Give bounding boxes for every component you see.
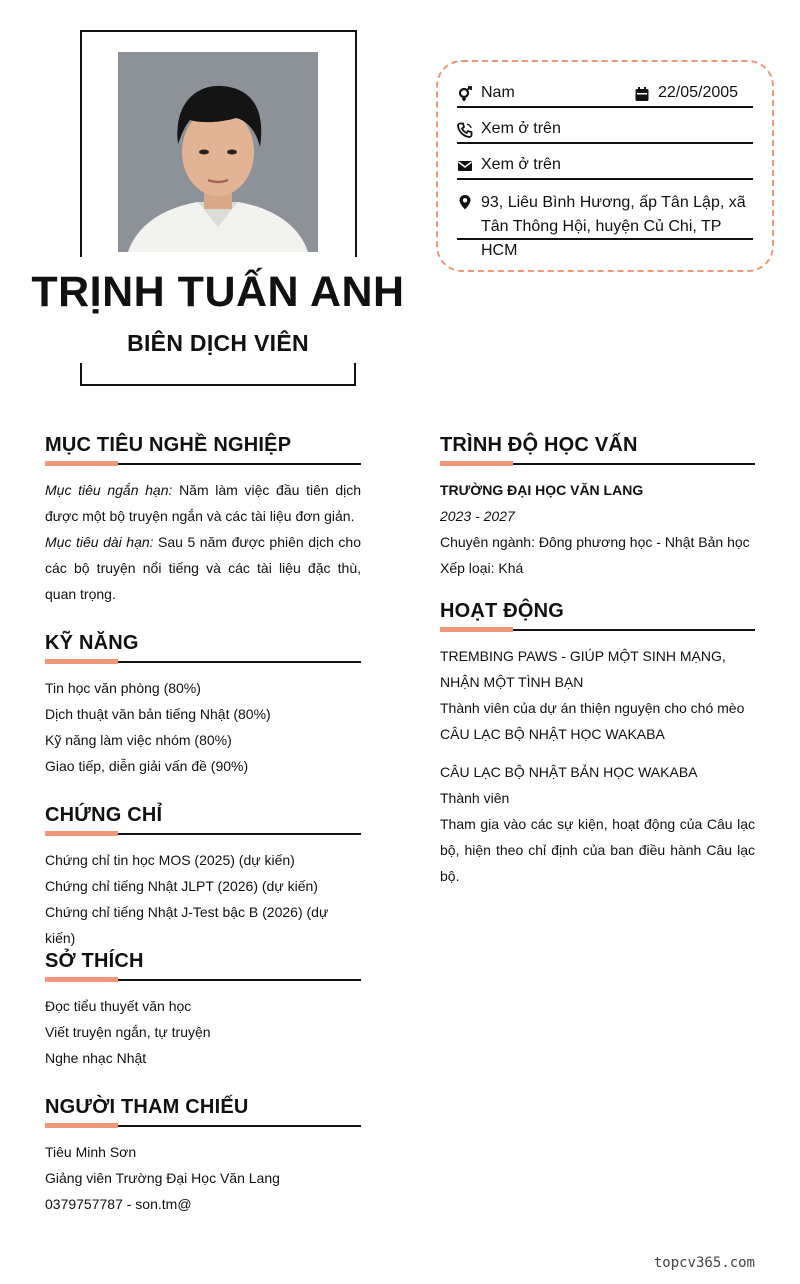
dob-value: 22/05/2005 (658, 84, 739, 101)
certificates-list (45, 847, 361, 951)
section-rule (45, 659, 361, 663)
education-period: 2023 - 2027 (440, 508, 515, 524)
section-rule (440, 461, 755, 465)
list-item: Viết truyện ngắn, tự truyện (45, 1024, 211, 1040)
section-title: SỞ THÍCH (45, 950, 144, 972)
reference-name: Tiêu Minh Sơn (45, 1144, 137, 1160)
profile-photo (118, 52, 318, 252)
list-item: Giao tiếp, diễn giải vấn đề (90%) (45, 758, 249, 774)
section-references (45, 1092, 361, 1217)
list-item: Đọc tiểu thuyết văn học (45, 998, 192, 1014)
list-item: Chứng chỉ tiếng Nhật J-Test bậc B (2026) (dự kiến) (45, 904, 329, 946)
objective-long-term (45, 529, 361, 607)
objective-short-term (45, 477, 361, 529)
job-title: BIÊN DỊCH VIÊN (127, 330, 309, 356)
section-rule (45, 1123, 361, 1127)
objective-long-text: Sau 5 năm được phiên dịch cho các bộ truyện nổi tiếng và các tài liệu đặc thù, quan trọng. (45, 534, 361, 602)
activity-role: Thành viên (440, 790, 510, 806)
reference-contact: 0379757787 - son.tm@ (45, 1196, 192, 1212)
section-skills (45, 628, 361, 779)
hobbies-list (45, 993, 361, 1071)
section-rule (440, 627, 755, 631)
gender-value: Nam (481, 84, 515, 101)
section-title: NGƯỜI THAM CHIẾU (45, 1096, 249, 1118)
education-body (440, 477, 755, 581)
location-icon (457, 194, 473, 210)
watermark: topcv365.com (653, 1255, 755, 1271)
email-value: Xem ở trên (481, 156, 561, 173)
address-value: 93, Liêu Bình Hương, ấp Tân Lập, xã Tân Thông Hội, huyện Củ Chi, TP HCM (481, 194, 746, 259)
calendar-icon (634, 86, 650, 102)
school-name: TRƯỜNG ĐẠI HỌC VĂN LANG (440, 482, 644, 498)
reference-position: Giảng viên Trường Đại Học Văn Lang (45, 1170, 280, 1186)
gender-icon (457, 86, 473, 102)
section-activities (440, 596, 755, 889)
list-item: Kỹ năng làm việc nhóm (80%) (45, 732, 232, 748)
activity-gap (440, 747, 755, 759)
contact-row-gender-dob (457, 80, 753, 108)
list-item: Chứng chỉ tiếng Nhật JLPT (2026) (dự kiến) (45, 878, 318, 894)
list-item: Tin học văn phòng (80%) (45, 680, 201, 696)
section-title: TRÌNH ĐỘ HỌC VẤN (440, 434, 638, 456)
activity-detail: Tham gia vào các sự kiện, hoạt động của Câu lạc bộ, hiện theo chỉ định của ban điều hành Câu lạc bộ. (440, 816, 755, 884)
list-item: Chứng chỉ tin học MOS (2025) (dự kiến) (45, 852, 295, 868)
phone-icon (457, 122, 473, 138)
section-objective (45, 430, 361, 607)
contact-row-email (457, 152, 753, 180)
objective-body (45, 477, 361, 607)
references-body (45, 1139, 361, 1217)
section-title: KỸ NĂNG (45, 632, 139, 654)
section-rule (45, 461, 361, 465)
objective-long-label: Mục tiêu dài hạn: (45, 534, 154, 550)
objective-short-text: Năm làm việc đầu tiên dịch được một bộ truyện ngắn và các tài liệu đơn giản. (45, 482, 361, 524)
education-major: Chuyên ngành: Đông phương học - Nhật Bản học (440, 534, 750, 550)
activity-role: Thành viên của dự án thiện nguyện cho chó mèo (440, 700, 745, 716)
photo-frame-bottom (80, 363, 356, 386)
contact-row-address (457, 188, 753, 259)
activities-body (440, 643, 755, 889)
email-icon (457, 158, 473, 174)
list-item: Dịch thuật văn bản tiếng Nhật (80%) (45, 706, 271, 722)
section-certificates (45, 800, 361, 951)
activity-detail: CÂU LẠC BỘ NHẬT HỌC WAKABA (440, 726, 665, 742)
activity-item (440, 643, 755, 747)
section-education (440, 430, 755, 581)
section-title: CHỨNG CHỈ (45, 804, 163, 826)
candidate-name: TRỊNH TUẤN ANH (31, 268, 405, 316)
section-title: HOẠT ĐỘNG (440, 600, 565, 622)
list-item: Nghe nhạc Nhật (45, 1050, 147, 1066)
objective-short-label: Mục tiêu ngắn hạn: (45, 482, 173, 498)
section-rule (45, 977, 361, 981)
section-hobbies (45, 946, 361, 1071)
section-rule (45, 831, 361, 835)
education-rank: Xếp loại: Khá (440, 560, 524, 576)
activity-item (440, 759, 755, 889)
activity-name: TREMBING PAWS - GIÚP MỘT SINH MẠNG, NHẬN MỘT TÌNH BẠN (440, 648, 726, 690)
activity-name: CÂU LẠC BỘ NHẬT BẢN HỌC WAKABA (440, 764, 698, 780)
contact-row-phone (457, 116, 753, 144)
phone-value: Xem ở trên (481, 120, 561, 137)
section-title: MỤC TIÊU NGHỀ NGHIỆP (45, 434, 292, 456)
skills-list (45, 675, 361, 779)
